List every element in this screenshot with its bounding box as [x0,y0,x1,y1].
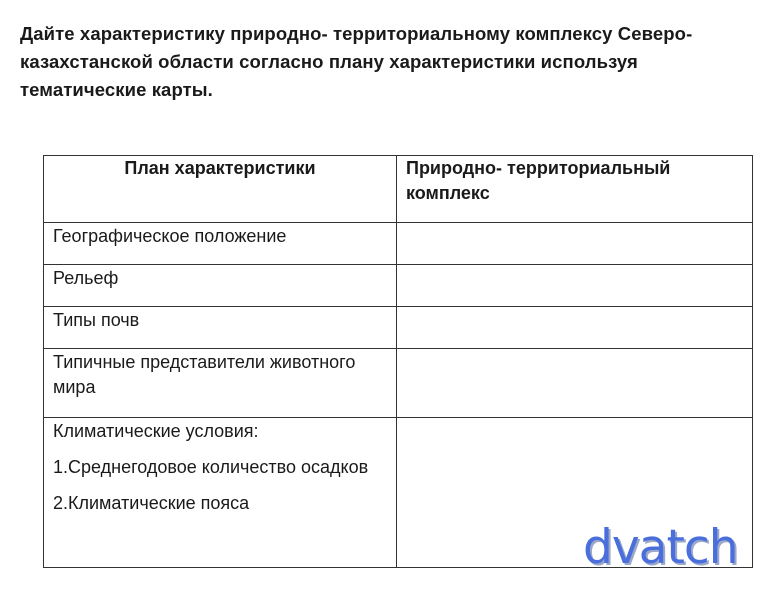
climate-item-zones: 2.Климатические пояса [53,493,250,513]
row-value-fauna[interactable] [397,349,753,418]
climate-item-precipitation: 1.Среднегодовое количество осадков [53,457,369,477]
table-row [44,265,753,307]
task-text: Дайте характеристику природно- территориальному комплексу Северо-казахстанской области согласно плану характеристики используя тематические карты. [20,23,693,100]
table-row [44,349,753,418]
row-label-relief: Рельеф [44,265,397,307]
characteristics-table [43,155,753,568]
row-value-relief[interactable] [397,265,753,307]
row-value-soil-types[interactable] [397,307,753,349]
header-plan: План характеристики [44,156,397,223]
row-value-geo-position[interactable] [397,223,753,265]
row-label-soil-types: Типы почв [44,307,397,349]
table-header-row [44,156,753,223]
table-row [44,307,753,349]
header-complex: Природно- территориальный комплекс [397,156,753,223]
row-climate-conditions [44,418,397,568]
climate-label: Климатические условия: [53,421,259,441]
row-label-geo-position: Географическое положение [44,223,397,265]
row-label-fauna: Типичные представители животного мира [44,349,397,418]
watermark-logo: dvatch [583,520,738,575]
table-row [44,223,753,265]
